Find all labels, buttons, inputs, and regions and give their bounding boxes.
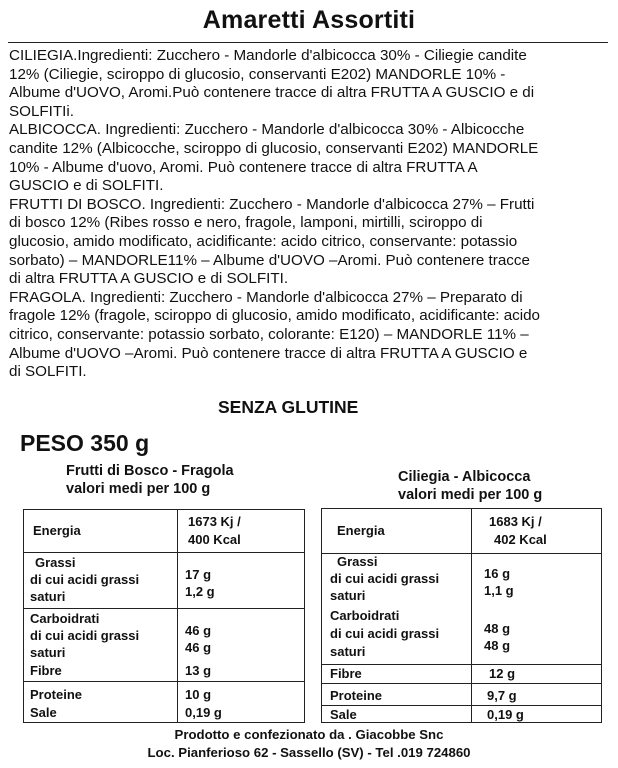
energia-label: Energia: [33, 523, 81, 538]
row-divider: [24, 552, 304, 553]
column-divider: [471, 509, 472, 722]
grassi-label: Grassi: [35, 555, 76, 570]
carboidrati-value: 46 g: [185, 623, 212, 638]
row-divider: [24, 681, 304, 682]
ingredients-line: GUSCIO e di SOLFITI.: [9, 177, 164, 195]
ingredients-ciliegia: [9, 47, 613, 121]
fibre-label: Fibre: [330, 666, 362, 681]
ingredients-line: CILIEGIA.Ingredienti: Zucchero - Mandorle d'albicocca 30% - Ciliegie candite: [9, 47, 527, 64]
product-title: Amaretti Assortiti: [202, 6, 416, 34]
carboidrati-sub-value: 46 g: [185, 640, 212, 655]
grassi-saturi-label-2: saturi: [30, 589, 66, 604]
ingredients-line: ALBICOCCA. Ingredienti: Zucchero - Mandorle d'albicocca 30% - Albicocche: [9, 121, 525, 139]
energia-kcal-value: 402 Kcal: [494, 532, 547, 547]
energia-kj-value: 1683 Kj /: [489, 514, 542, 529]
grassi-saturi-label: di cui acidi grassi: [330, 571, 440, 586]
row-divider: [322, 664, 601, 665]
carboidrati-label: Carboidrati: [30, 611, 100, 626]
ingredients-line: 10% - Albume d'uovo, Aromi. Può contenere tracce di altra FRUTTA A: [9, 158, 478, 176]
gluten-free-label: SENZA GLUTINE: [218, 397, 359, 417]
proteine-value: 10 g: [185, 687, 212, 702]
carboidrati-sub-label: di cui acidi grassi: [330, 626, 440, 641]
energia-kcal-value: 400 Kcal: [188, 532, 241, 547]
grassi-value: 17 g: [185, 567, 212, 582]
fibre-label: Fibre: [30, 663, 62, 678]
sale-value: 0,19 g: [487, 707, 524, 722]
ingredients-line: FRAGOLA. Ingredienti: Zucchero - Mandorle d'albicocca 27% – Preparato di: [9, 288, 523, 306]
ingredients-line: sorbato) – MANDORLE11% – Albume d'UOVO –Aromi. Può contenere tracce: [9, 251, 530, 269]
ingredients-line: FRUTTI DI BOSCO. Ingredienti: Zucchero - Mandorle d'albicocca 27% – Frutti: [9, 195, 535, 213]
table-left-flavours: Frutti di Bosco - Fragola: [66, 463, 234, 479]
ingredients-line: citrico, conservante: potassio sorbato, colorante: E120) – MANDORLE 11% –: [9, 325, 529, 343]
producer-line: Prodotto e confezionato da . Giacobbe Snc: [174, 727, 444, 742]
table-left-heading: [66, 462, 234, 498]
nutrition-table-right: [321, 508, 602, 723]
proteine-value: 9,7 g: [487, 688, 517, 703]
ingredients-line: fragole 12% (fragole, sciroppo di glucosio, amido modificato, acidificante: acido: [9, 307, 541, 325]
energia-kj-value: 1673 Kj /: [188, 514, 241, 529]
carboidrati-sub-label-2: saturi: [330, 644, 366, 659]
ingredients-line: di bosco 12% (Ribes rosso e nero, fragole, lamponi, mirtilli, sciroppo di: [9, 214, 483, 232]
ingredients-line: Albume d'UOVO –Aromi. Può contenere tracce di altra FRUTTA A GUSCIO e: [9, 344, 528, 362]
proteine-label: Proteine: [30, 687, 83, 702]
sale-label: Sale: [30, 705, 57, 720]
fibre-value: 13 g: [185, 663, 212, 678]
ingredients-line: SOLFITIi.: [9, 102, 74, 120]
table-left-per-100g: valori medi per 100 g: [66, 481, 211, 497]
table-right-flavours: Ciliegia - Albicocca: [398, 469, 531, 485]
sale-value: 0,19 g: [185, 705, 222, 720]
carboidrati-label: Carboidrati: [330, 608, 400, 623]
ingredients-line: di SOLFITI.: [9, 363, 87, 381]
ingredients-line: Albume d'UOVO, Aromi.Può contenere tracce di altra FRUTTA A GUSCIO e di: [9, 84, 535, 102]
title-divider: [8, 42, 608, 43]
row-divider: [322, 705, 601, 706]
ingredients-line: 12% (Ciliegie, sciroppo di glucosio, conservanti E202) MANDORLE 10% -: [9, 65, 506, 83]
ingredients-frutti-di-bosco: [9, 196, 613, 289]
carboidrati-sub-label-2: saturi: [30, 645, 66, 660]
ingredients-line: di altra FRUTTA A GUSCIO e di SOLFITI.: [9, 270, 289, 288]
row-divider: [24, 608, 304, 609]
net-weight: PESO 350 g: [20, 430, 150, 456]
column-divider: [177, 510, 178, 722]
grassi-value: 16 g: [484, 566, 511, 581]
grassi-label: Grassi: [337, 554, 378, 569]
ingredients-list: [9, 47, 613, 382]
nutrition-table-left: [23, 509, 305, 723]
grassi-saturi-label-2: saturi: [330, 588, 366, 603]
producer-address: Loc. Pianferioso 62 - Sassello (SV) - Tel .019 724860: [147, 745, 471, 760]
table-right-per-100g: valori medi per 100 g: [398, 487, 543, 503]
carboidrati-sub-value: 48 g: [484, 638, 511, 653]
ingredients-albicocca: [9, 121, 613, 195]
fibre-value: 12 g: [489, 666, 516, 681]
ingredients-line: candite 12% (Albicocche, sciroppo di glucosio, conservanti E202) MANDORLE: [9, 139, 539, 157]
ingredients-line: glucosio, amido modificato, acidificante: acido citrico, conservante: potassio: [9, 232, 518, 250]
grassi-saturi-label: di cui acidi grassi: [30, 572, 140, 587]
ingredients-fragola: [9, 289, 613, 382]
grassi-saturi-value: 1,1 g: [484, 583, 514, 598]
row-divider: [322, 683, 601, 684]
grassi-saturi-value: 1,2 g: [185, 584, 215, 599]
carboidrati-sub-label: di cui acidi grassi: [30, 628, 140, 643]
proteine-label: Proteine: [330, 688, 383, 703]
table-right-heading: [398, 468, 542, 504]
sale-label: Sale: [330, 707, 357, 722]
energia-label: Energia: [337, 523, 385, 538]
carboidrati-value: 48 g: [484, 621, 511, 636]
